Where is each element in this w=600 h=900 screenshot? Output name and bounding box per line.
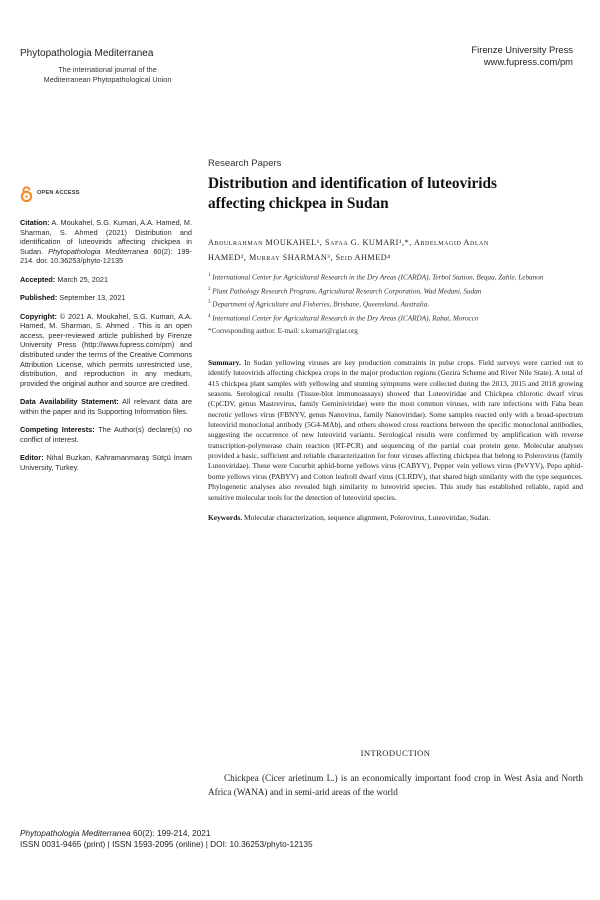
published-date — [20, 293, 192, 303]
copyright-text: © 2021 A. Moukahel, S.G. Kumari, A.A. Hamed, M. Sharman, S. Ahmed . This is an open access, peer-reviewed article published by Firenze University Press (http://www.fupress.com/pm) and distributed under the terms of the Creative Commons Attribution License, which permits unrestricted use, distribution, and reproduction in any medium, provided the original author and source are credited. — [20, 311, 192, 388]
competing-interests-text: The Author(s) declare(s) no conflict of interest. — [20, 425, 192, 444]
editor-text: Nihal Buzkan, Kahramanmaraş Sütçü İmam University, Turkey. — [20, 453, 192, 472]
affiliation-1-number: 1 — [208, 273, 211, 278]
article-title-line1: Distribution and identification of luteovirids — [208, 175, 497, 192]
affiliation-1-text: International Center for Agricultural Research in the Dry Areas (ICARDA), Terbol Station, Beqaa, Zahle, Lebanon — [212, 273, 544, 282]
journal-subtitle — [20, 65, 195, 85]
affiliation-2 — [208, 285, 583, 297]
article-title-line2: affecting chickpea in Sudan — [208, 195, 389, 212]
citation-journal: Phytopathologia Mediterranea — [48, 246, 149, 256]
copyright-label: Copyright: — [20, 311, 57, 321]
open-access-badge — [20, 186, 192, 202]
keywords-label: Keywords. — [208, 512, 243, 522]
affiliation-4-text: International Center for Agricultural Research in the Dry Areas (ICARDA), Rabat, Morocco — [212, 314, 479, 323]
keywords-text: Molecular characterization, sequence alignment, Polerovirus, Luteoviridae, Sudan. — [243, 512, 491, 522]
affiliations — [208, 271, 583, 336]
introduction-heading: INTRODUCTION — [360, 748, 431, 758]
open-access-label: OPEN ACCESS — [37, 190, 80, 197]
authors-line1: Abdulrahman MOUKAHEL¹, Safaa G. KUMARI¹,*, Abdelmagid Adlan — [208, 238, 489, 247]
footer-journal-issue: 60(2): 199-214, 2021 — [133, 828, 211, 838]
section-label: Research Papers — [208, 158, 282, 169]
abstract-text: In Sudan yellowing viruses are key production constraints in pulse crops. Field surveys were carried out to identify luteovirids affecting chickpea crops in the major production regions (Gezira Scheme and River Nile State). A total of 415 chickpea plant samples with yellowing and stunting symptoms were collected during the 2013, 2015 and 2018 growing seasons. Serological results (Tissue-blot immunoassays) showed that Luteoviridae and Chickpea chlorotic dwarf virus (CpCDV, genus Mastrevirus, family Geminiviridae) were the most common viruses, with rare infections with Faba bean necrotic yellows virus (FBNYV, genus Nanovirus, family Nanoviridae). Some samples reacted only with a broad-spectrum luteovirid monoclonal antibody (5G4-MAb), and others showed cross reactions between the specific monoclonal antibodies, suggesting the occurrence of new luteovirid variants. Serological results were confirmed by amplification with reverse transcription-polymerase chain reaction (RT-PCR) and sequencing of the partial coat protein gene. Molecular analyses provided a basic, sufficient and reliable characterization for four viruses affecting chickpea that belong to Polerovirus (family Luteoviridae). These were Cucurbit aphid-borne yellows virus (CABYV), Pepper vein yellows virus (PeVYV), Pepo aphid-borne yellows virus (PABYV) and Cotton leafroll dwarf virus (CLRDV), that shared high similarity with the type sequences. Phylogenetic analyses also revealed high similarity to luteovirid species. This study has established reliable, rapid and sensitive molecular tools for the detection of luteovirid species. — [208, 358, 583, 502]
competing-interests — [20, 425, 192, 444]
citation-label: Citation: — [20, 218, 50, 227]
editor-label: Editor: — [20, 453, 44, 463]
article-main — [208, 158, 583, 523]
citation-doi[interactable]: 60(2): 199-214. doi: 10.36253/phyto-12135 — [20, 246, 193, 266]
authors-line2: HAMED², Murray SHARMAN³, Seid AHMED⁴ — [208, 252, 391, 262]
copyright — [20, 312, 192, 388]
journal-subtitle-line1: The international journal of the — [58, 65, 157, 74]
footer-journal-ref — [20, 828, 313, 839]
accepted-label: Accepted: — [20, 274, 56, 284]
affiliation-3 — [208, 298, 583, 310]
accepted-value: March 25, 2021 — [57, 274, 109, 284]
data-availability-label: Data Availability Statement: — [20, 397, 119, 407]
published-value: September 13, 2021 — [59, 293, 126, 303]
affiliation-4 — [208, 312, 583, 324]
affiliation-3-number: 3 — [208, 300, 211, 306]
corresponding-author: *Corresponding author. E-mail: s.kumari@cgiar.org — [208, 326, 358, 335]
journal-subtitle-line2: Mediterranean Phytopathological Union — [43, 75, 172, 84]
keywords — [208, 513, 583, 523]
affiliation-2-text: Plant Pathology Research Program, Agricultural Research Corporation, Wad Medani, Sudan — [212, 287, 482, 296]
publisher-url[interactable]: www.fupress.com/pm — [483, 56, 573, 67]
article-info-sidebar — [20, 186, 192, 481]
journal-name: Phytopathologia Mediterranea — [20, 48, 154, 59]
editor — [20, 453, 192, 472]
published-label: Published: — [20, 293, 58, 303]
citation — [20, 218, 192, 266]
footer-issn: ISSN 0031-9465 (print) | ISSN 1593-2095 (online) | DOI: 10.36253/phyto-12135 — [20, 839, 313, 849]
affiliation-3-text: Department of Agriculture and Fisheries, Brisbane, Queensland, Australia. — [212, 300, 430, 309]
data-availability — [20, 397, 192, 416]
introduction-text: Chickpea (Cicer arietinum L.) is an economically important food crop in West Asia and North Africa (WANA) and in semi-arid areas of the world — [208, 773, 583, 797]
competing-interests-label: Competing Interests: — [20, 425, 95, 435]
citation-text: A. Moukahel, S.G. Kumari, A.A. Hamed, M. Sharman, S. Ahmed (2021) Distribution and identification of luteovirids affecting chickpea in Sudan. — [20, 218, 192, 256]
article-title — [208, 174, 583, 214]
abstract — [208, 358, 583, 503]
abstract-label: Summary. — [208, 358, 241, 368]
journal-header — [20, 48, 195, 85]
affiliation-2-number: 2 — [208, 286, 211, 292]
data-availability-text: All relevant data are within the paper and its Supporting Information files. — [20, 397, 193, 416]
affiliation-4-number: 4 — [208, 314, 211, 320]
accepted-date — [20, 275, 192, 285]
author-list — [208, 236, 583, 265]
publisher-header — [471, 44, 573, 68]
open-access-lock-icon — [20, 186, 33, 202]
affiliation-1 — [208, 271, 583, 283]
footer-journal-name: Phytopathologia Mediterranea — [20, 828, 131, 838]
publisher-name: Firenze University Press — [471, 44, 573, 55]
page-footer — [20, 828, 313, 850]
